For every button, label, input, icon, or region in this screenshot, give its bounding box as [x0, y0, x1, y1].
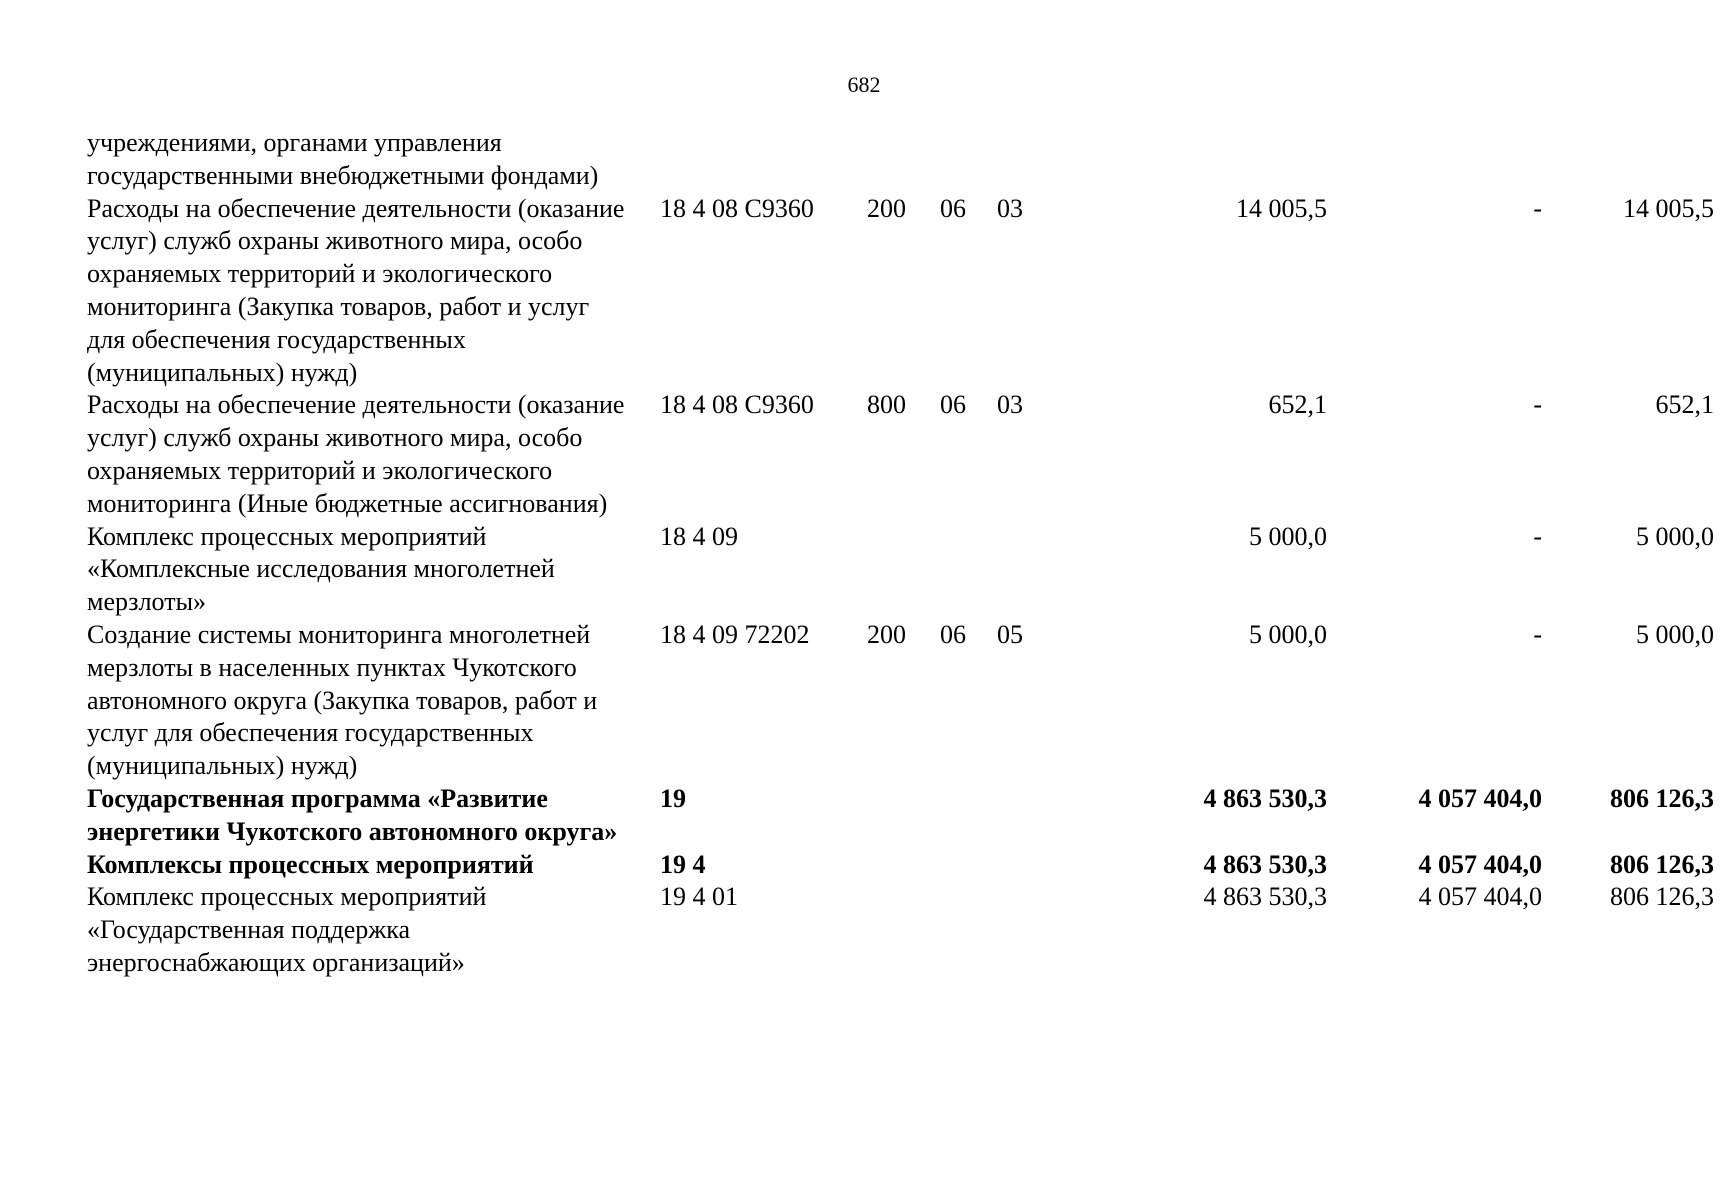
table-row — [87, 783, 1714, 849]
row-name: Комплексы процессных мероприятий — [87, 849, 534, 879]
row-code: 19 4 — [660, 849, 706, 879]
row-regional: 5 000,0 — [1636, 619, 1714, 649]
row-regional: 806 126,3 — [1610, 783, 1714, 813]
row-name: Расходы на обеспечение деятельности (оказание услуг) служб охраны животного мира, особо охраняемых территорий и экологического мониторинга (Иные бюджетные ассигнования) — [87, 390, 625, 518]
row-federal: - — [1533, 521, 1542, 551]
row-code: 18 4 09 — [660, 521, 738, 551]
row-regional: 806 126,3 — [1610, 849, 1714, 879]
row-regional: 806 126,3 — [1610, 882, 1714, 912]
row-regional: 652,1 — [1655, 390, 1714, 420]
row-total: 5 000,0 — [1249, 619, 1327, 649]
row-federal: 4 057 404,0 — [1418, 882, 1542, 912]
row-total: 652,1 — [1268, 390, 1327, 420]
row-subsection: 03 — [997, 390, 1023, 420]
row-section: 06 — [940, 193, 966, 223]
row-section: 06 — [940, 390, 966, 420]
table-row — [87, 389, 1714, 520]
row-federal: - — [1533, 619, 1542, 649]
row-name: Создание системы мониторинга многолетней мерзлоты в населенных пунктах Чукотского автономного округа (Закупка товаров, работ и услуг для обеспечения государственных (муниципальных) нужд) — [87, 619, 598, 781]
page-number: 682 — [847, 72, 881, 97]
row-subsection: 05 — [997, 619, 1023, 649]
row-subsection: 03 — [997, 193, 1023, 223]
row-total: 4 863 530,3 — [1203, 849, 1327, 879]
row-total: 5 000,0 — [1249, 521, 1327, 551]
row-federal: 4 057 404,0 — [1418, 849, 1542, 879]
row-expense-type: 200 — [867, 619, 906, 649]
row-federal: - — [1533, 390, 1542, 420]
table-row — [87, 127, 1647, 193]
row-name: Расходы на обеспечение деятельности (оказание услуг) служб охраны животного мира, особо охраняемых территорий и экологического мониторинга (Закупка товаров, работ и услуг для обеспечения государственных (муниципальных) нужд) — [87, 193, 625, 387]
row-code: 18 4 08 С9360 — [660, 193, 814, 223]
row-code: 19 — [660, 783, 686, 813]
row-name: Комплекс процессных мероприятий «Государственная поддержка энергоснабжающих организаций» — [87, 882, 487, 977]
row-regional: 5 000,0 — [1636, 521, 1714, 551]
row-code: 19 4 01 — [660, 882, 738, 912]
row-federal: 4 057 404,0 — [1418, 783, 1542, 813]
row-name: Государственная программа «Развитие энергетики Чукотского автономного округа» — [87, 783, 618, 846]
row-total: 4 863 530,3 — [1203, 882, 1327, 912]
budget-table — [87, 127, 1714, 980]
row-code: 18 4 08 С9360 — [660, 390, 814, 420]
row-total: 14 005,5 — [1236, 193, 1327, 223]
table-row — [87, 881, 1714, 979]
table-row — [87, 619, 1714, 783]
row-section: 06 — [940, 619, 966, 649]
row-code: 18 4 09 72202 — [660, 619, 810, 649]
table-row — [87, 521, 1714, 619]
table-row — [87, 849, 1714, 882]
row-total: 4 863 530,3 — [1203, 783, 1327, 813]
row-regional: 14 005,5 — [1623, 193, 1714, 223]
row-expense-type: 800 — [867, 390, 906, 420]
table-row — [87, 193, 1714, 390]
row-name: Комплекс процессных мероприятий «Комплексные исследования многолетней мерзлоты» — [87, 521, 555, 617]
row-expense-type: 200 — [867, 193, 906, 223]
row-name: учреждениями, органами управления государственными внебюджетными фондами) — [87, 128, 599, 190]
row-federal: - — [1533, 193, 1542, 223]
